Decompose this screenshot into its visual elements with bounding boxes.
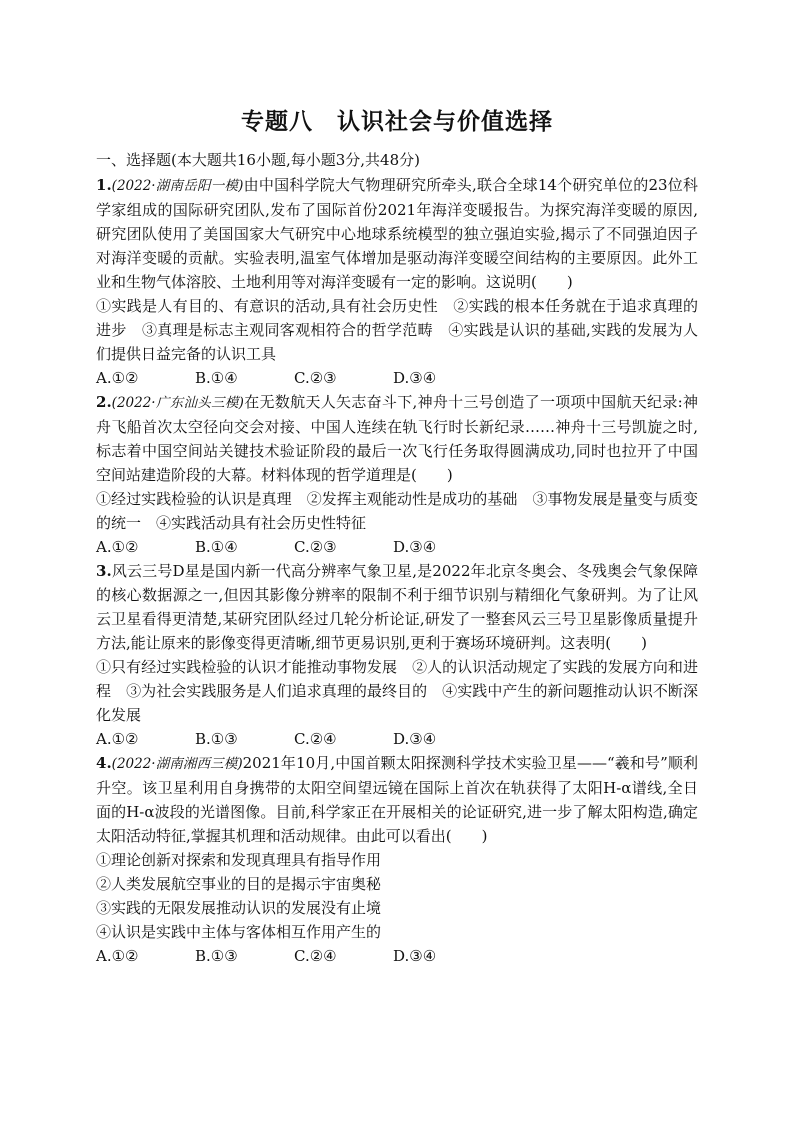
question-text: 在无数航天人矢志奋斗下,神舟十三号创造了一项项中国航天纪录:神舟飞船首次太空径向交会对接、中国人连续在轨飞行时长新纪录……神舟十三号凯旋之时,标志着中国空间站关键技术验证阶段的最后一次飞行任务取得圆满成功,同时也拉开了中国空间站建造阶段的大幕。材料体现的哲学道理是( ): [96, 393, 698, 484]
choice-a[interactable]: A.①②: [96, 369, 139, 387]
page-title: 专题八 认识社会与价值选择: [241, 109, 553, 135]
question-source: (2022·湖南湘西三模): [111, 756, 243, 772]
choice-c[interactable]: C.②④: [294, 947, 337, 965]
question-2: [96, 390, 698, 559]
question-number-dot: .: [106, 562, 112, 580]
choice-d[interactable]: D.③④: [393, 947, 437, 965]
choice-d[interactable]: D.③④: [393, 369, 437, 387]
choice-c[interactable]: C.②④: [294, 730, 337, 748]
question-number-dot: .: [106, 176, 112, 194]
answer-choices: [96, 727, 698, 751]
question-stem: [96, 390, 698, 487]
question-number: 2: [96, 393, 107, 411]
choice-a[interactable]: A.①②: [96, 538, 139, 556]
choice-a[interactable]: A.①②: [96, 730, 139, 748]
choice-b[interactable]: B.①④: [195, 538, 238, 556]
question-statements: ①只有经过实践检验的认识才能推动事物发展 ②人的认识活动规定了实践的发展方向和进程 ③为社会实践服务是人们追求真理的最终目的 ④实践中产生的新问题推动认识不断深化发展: [96, 658, 698, 724]
question-stem: [96, 173, 698, 294]
question-text: 风云三号D星是国内新一代高分辨率气象卫星,是2022年北京冬奥会、冬残奥会气象保障的核心数据源之一,但因其影像分辨率的限制不利于细节识别与精细化气象研判。为了让风云卫星看得更清楚,某研究团队经过几轮分析论证,研发了一整套风云三号卫星影像质量提升方法,能让原来的影像变得更清晰,细节更易识别,更利于赛场环境研判。这表明( ): [96, 562, 698, 652]
answer-choices: [96, 535, 698, 559]
question-text: 由中国科学院大气物理研究所牵头,联合全球14个研究单位的23位科学家组成的国际研究团队,发布了国际首份2021年海洋变暖报告。为探究海洋变暖的原因,研究团队使用了美国国家大气研究中心地球系统模型的独立强迫实验,揭示了不同强迫因子对海洋变暖的贡献。实验表明,温室气体增加是驱动海洋变暖空间结构的主要原因。此外工业和生物气体溶胶、土地利用等对海洋变暖有一定的影响。这说明( ): [96, 176, 698, 291]
question-source: (2022·湖南岳阳一模): [111, 178, 244, 194]
statement-3: ③实践的无限发展推动认识的发展没有止境: [96, 899, 382, 917]
choice-b[interactable]: B.①④: [195, 369, 238, 387]
question-statements: ①经过实践检验的认识是真理 ②发挥主观能动性是成功的基础 ③事物发展是量变与质变的统一 ④实践活动具有社会历史性特征: [96, 490, 698, 532]
question-stem: [96, 751, 698, 848]
choice-c[interactable]: C.②③: [294, 369, 337, 387]
choice-b[interactable]: B.①③: [195, 947, 238, 965]
statement-4: ④认识是实践中主体与客体相互作用产生的: [96, 923, 382, 941]
question-1: [96, 173, 698, 390]
answer-choices: [96, 944, 698, 968]
question-number: 1: [96, 176, 107, 194]
choice-d[interactable]: D.③④: [393, 730, 437, 748]
question-number-dot: .: [106, 393, 112, 411]
choice-d[interactable]: D.③④: [393, 538, 437, 556]
choice-a[interactable]: A.①②: [96, 947, 139, 965]
answer-choices: [96, 366, 698, 390]
question-source: (2022·广东汕头三模): [111, 395, 244, 411]
statement-1: ①理论创新对探索和发现真理具有指导作用: [96, 851, 382, 869]
question-text: 2021年10月,中国首颗太阳探测科学技术实验卫星——“羲和号”顺利升空。该卫星利用自身携带的太阳空间望远镜在国际上首次在轨获得了太阳H-α谱线,全日面的H-α波段的光谱图像。目前,科学家正在开展相关的论证研究,进一步了解太阳构造,确定太阳活动特征,掌握其机理和活动规律。由此可以看出( ): [96, 754, 698, 845]
question-number: 4: [96, 754, 107, 772]
statement-2: ②人类发展航空事业的目的是揭示宇宙奥秘: [96, 875, 382, 893]
choice-c[interactable]: C.②③: [294, 538, 337, 556]
question-stem: [96, 559, 698, 655]
section-heading: 一、选择题(本大题共16小题,每小题3分,共48分): [96, 151, 420, 169]
question-3: [96, 559, 698, 751]
question-number-dot: .: [106, 754, 112, 772]
question-statements: ①实践是人有目的、有意识的活动,具有社会历史性 ②实践的根本任务就在于追求真理的进步 ③真理是标志主观同客观相符合的哲学范畴 ④实践是认识的基础,实践的发展为人们提供日益完备的认识工具: [96, 297, 698, 363]
choice-b[interactable]: B.①③: [195, 730, 238, 748]
question-4: [96, 751, 698, 968]
question-number: 3: [96, 562, 107, 580]
